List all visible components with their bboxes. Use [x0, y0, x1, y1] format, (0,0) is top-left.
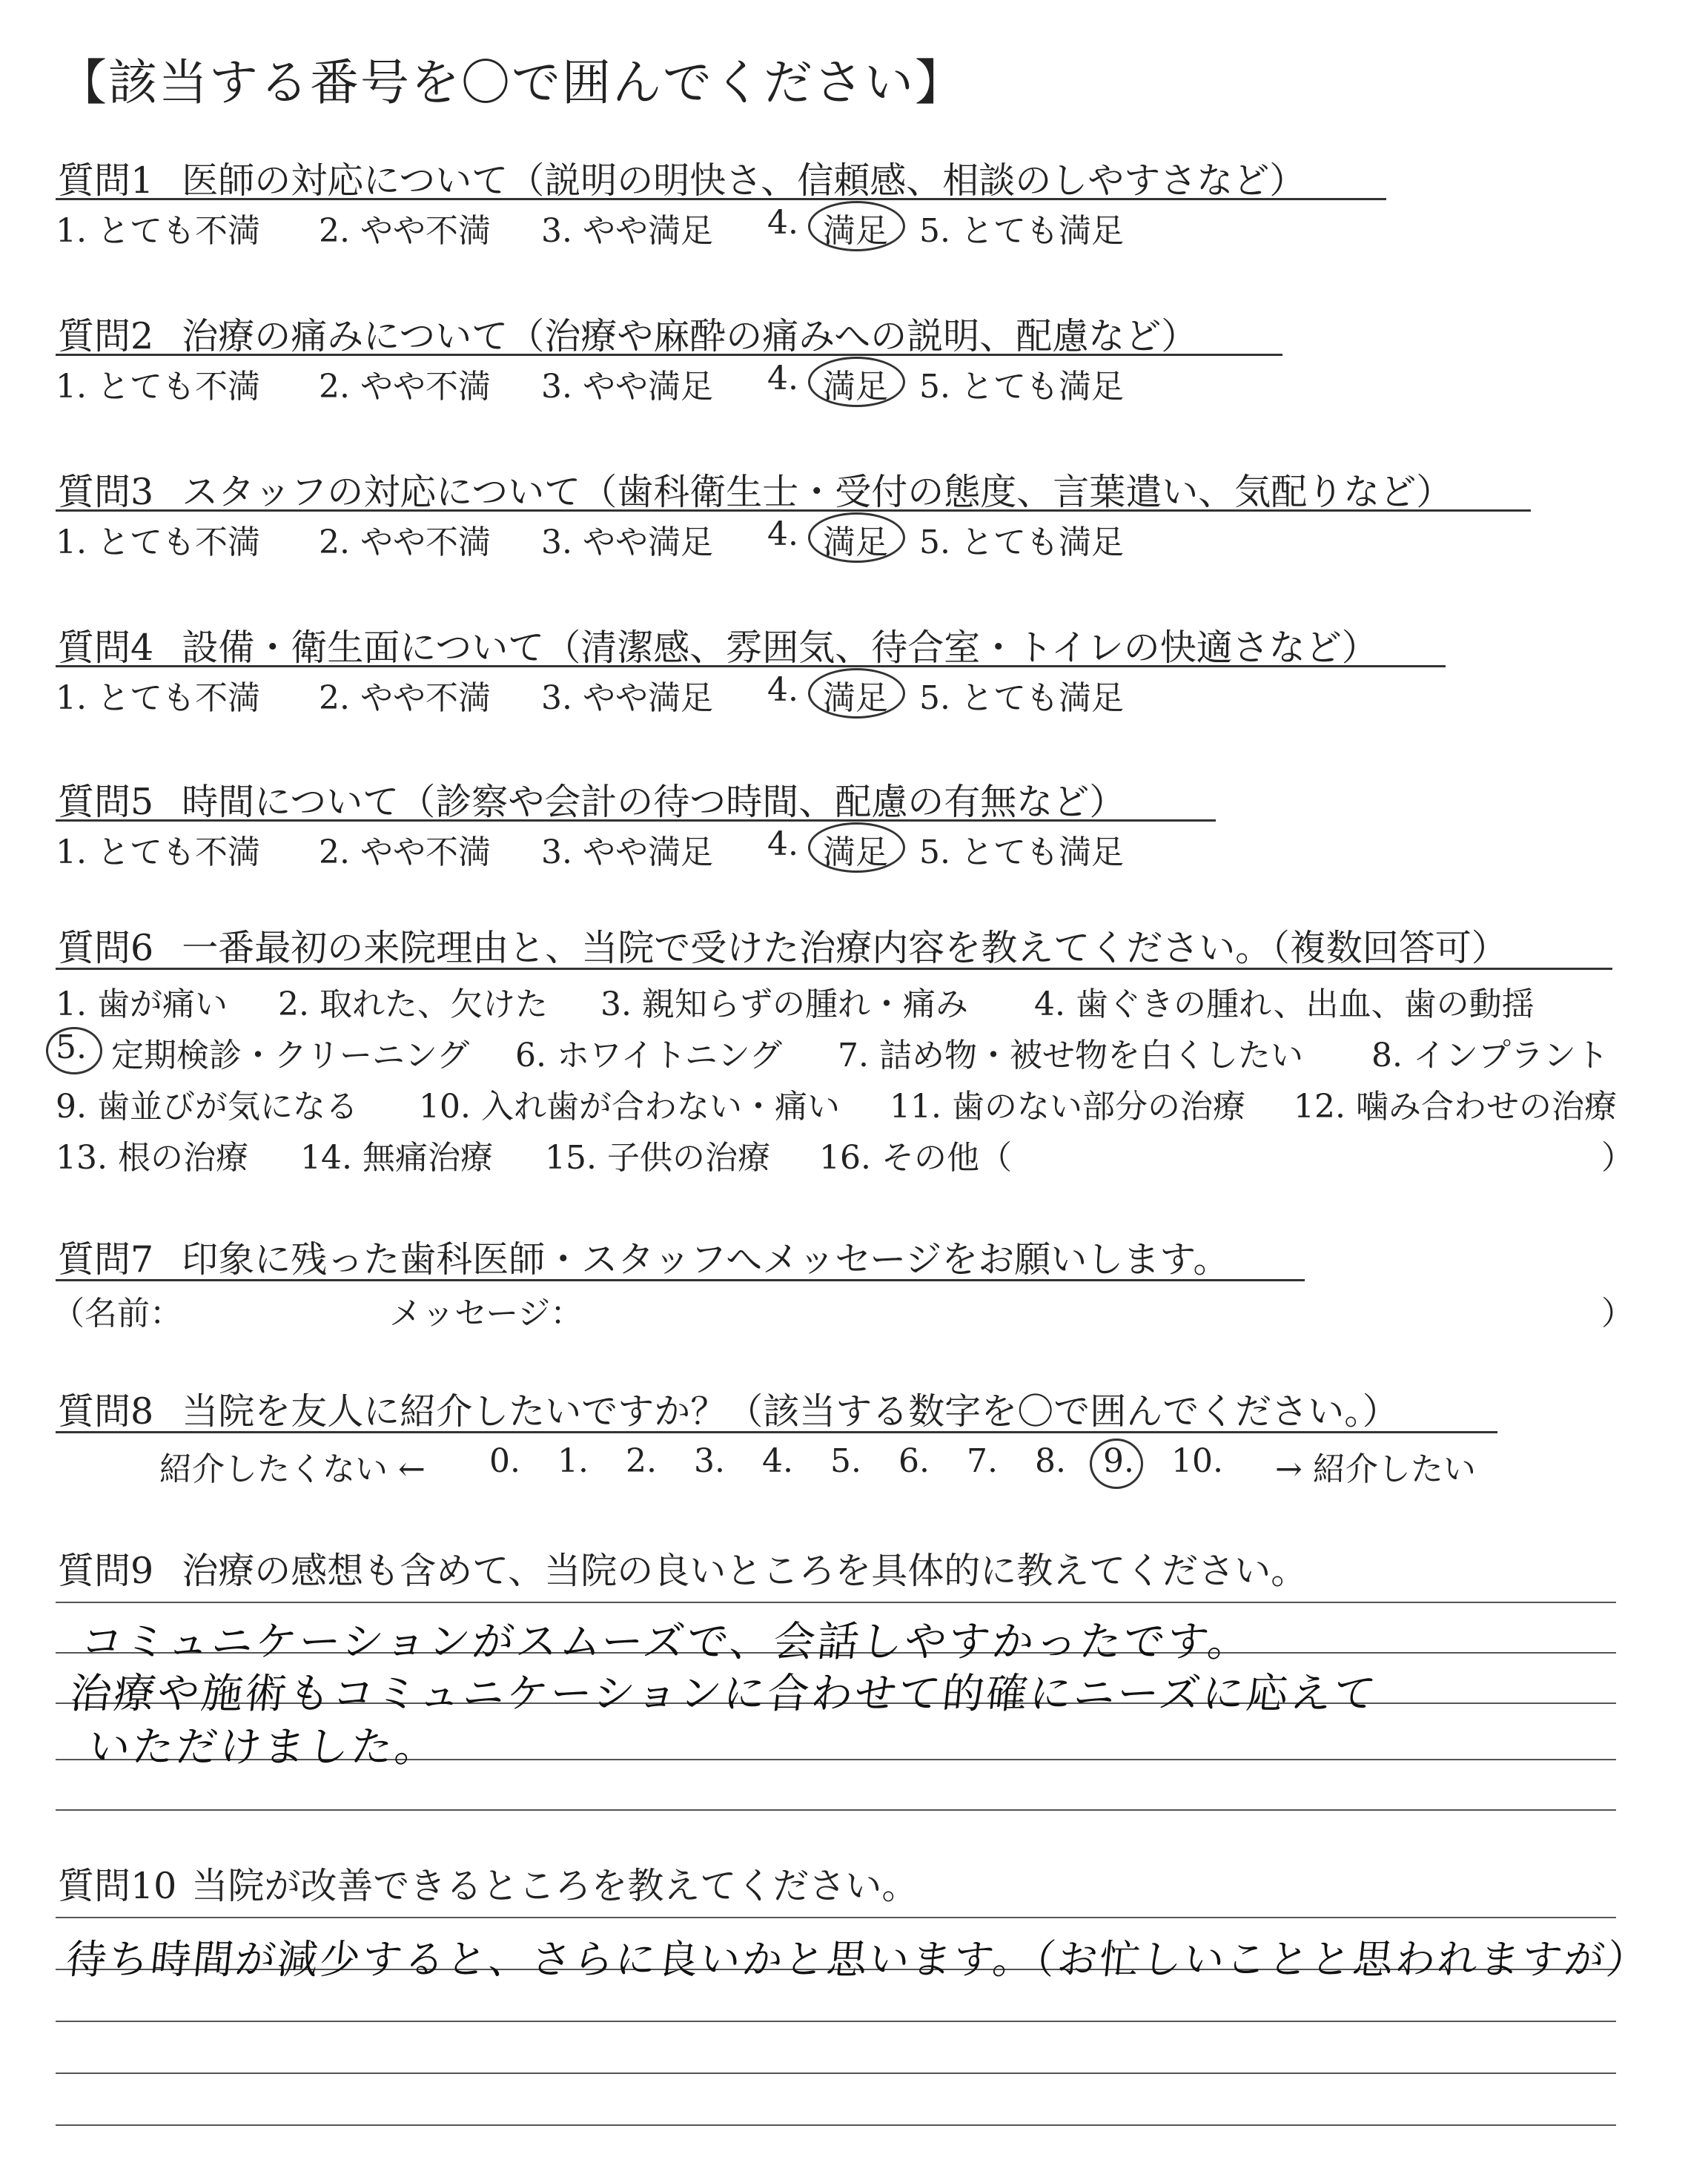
q8-underline — [56, 1431, 1497, 1433]
q6-option-3[interactable]: 3. 親知らずの腫れ・痛み — [600, 985, 968, 1023]
q5-option-5[interactable]: 満足 — [823, 833, 888, 871]
q9-answer-line-3: いただけました。 — [86, 1723, 441, 1771]
q6-option-6[interactable]: 6. ホワイトニング — [515, 1037, 783, 1074]
q10-answer-line-1: 待ち時間が減少すると、さらに良いかと思います。（お忙しいことと思われますが） — [64, 1936, 1652, 1983]
q6-selection-circle — [46, 1027, 102, 1074]
q4-text: 設備・衛生面について（清潔感、雰囲気、待合室・トイレの快適さなど） — [182, 627, 1378, 669]
q6-other-close: ） — [1601, 1139, 1634, 1177]
q7-heading — [58, 1231, 1229, 1283]
q6-label: 質問6 — [58, 927, 154, 969]
q1-text: 医師の対応について（説明の明快さ、信頼感、相談のしやすさなど） — [182, 159, 1306, 202]
q6-option-13[interactable]: 13. 根の治療 — [56, 1139, 248, 1177]
q6-option-10[interactable]: 10. 入れ歯が合わない・痛い — [419, 1088, 840, 1126]
q8-scale-7[interactable]: 7. — [967, 1442, 998, 1480]
q3-option-6[interactable]: 5. とても満足 — [919, 524, 1124, 561]
q10-line-4 — [56, 2073, 1616, 2074]
q2-option-5[interactable]: 満足 — [823, 368, 888, 406]
q8-scale-2[interactable]: 2. — [626, 1442, 657, 1480]
q2-option-2[interactable]: 2. やや不満 — [319, 368, 491, 406]
q7-name-label: （名前： — [52, 1295, 182, 1332]
q3-option-1[interactable]: 1. とても不満 — [56, 524, 260, 561]
q5-selection-circle — [808, 822, 905, 873]
q2-text: 治療の痛みについて（治療や麻酔の痛みへの説明、配慮など） — [182, 315, 1198, 357]
q4-option-1[interactable]: 1. とても不満 — [56, 679, 260, 717]
q5-label: 質問5 — [58, 781, 154, 823]
q10-line-5 — [56, 2124, 1616, 2126]
q1-option-4[interactable]: 4. — [767, 204, 798, 242]
q8-left-label: 紹介したくない ← — [159, 1450, 426, 1488]
q6-option-11[interactable]: 11. 歯のない部分の治療 — [890, 1088, 1245, 1126]
q7-label: 質問7 — [58, 1238, 154, 1281]
q6-text: 一番最初の来院理由と、当院で受けた治療内容を教えてください。（複数回答可） — [182, 927, 1508, 969]
q4-selection-circle — [808, 668, 905, 719]
q6-option-5-number[interactable]: 5. — [56, 1028, 87, 1066]
q3-option-5[interactable]: 満足 — [823, 524, 888, 561]
q5-text: 時間について（診察や会計の待つ時間、配慮の有無など） — [182, 781, 1126, 823]
q9-line-5 — [56, 1809, 1616, 1811]
q2-heading — [58, 308, 1197, 360]
q6-option-7[interactable]: 7. 詰め物・被せ物を白くしたい — [838, 1037, 1303, 1074]
q8-scale-5[interactable]: 5. — [830, 1442, 861, 1480]
q7-close: ） — [1601, 1295, 1634, 1332]
q4-heading — [58, 619, 1378, 671]
q8-scale-1[interactable]: 1. — [557, 1442, 589, 1480]
q9-answer-line-1: コミュニケーションがスムーズで、会話しやすかったです。 — [79, 1618, 1254, 1666]
q1-option-1[interactable]: 1. とても不満 — [56, 212, 260, 250]
q2-option-4[interactable]: 4. — [767, 360, 798, 397]
q2-underline — [56, 354, 1282, 356]
q8-text: 当院を友人に紹介したいですか？（該当する数字を〇で囲んでください。） — [182, 1390, 1399, 1433]
q1-option-5[interactable]: 満足 — [823, 212, 888, 250]
q9-label: 質問9 — [58, 1550, 154, 1592]
q2-option-6[interactable]: 5. とても満足 — [919, 368, 1124, 406]
q8-heading — [58, 1383, 1399, 1435]
q3-label: 質問3 — [58, 471, 154, 513]
q4-option-5[interactable]: 満足 — [823, 679, 888, 717]
q5-option-4[interactable]: 4. — [767, 825, 798, 863]
q2-label: 質問2 — [58, 315, 154, 357]
q1-heading — [58, 152, 1305, 204]
q8-scale-0[interactable]: 0. — [489, 1442, 520, 1480]
q1-label: 質問1 — [58, 159, 154, 202]
q10-line-3 — [56, 2021, 1616, 2022]
q6-option-12[interactable]: 12. 噛み合わせの治療 — [1294, 1088, 1617, 1126]
q6-option-5[interactable]: 定期検診・クリーニング — [111, 1037, 470, 1074]
q9-text: 治療の感想も含めて、当院の良いところを具体的に教えてください。 — [182, 1550, 1308, 1592]
q1-option-3[interactable]: 3. やや満足 — [541, 212, 713, 250]
q1-option-2[interactable]: 2. やや不満 — [319, 212, 491, 250]
q1-underline — [56, 198, 1386, 200]
q3-option-4[interactable]: 4. — [767, 515, 798, 553]
q5-option-3[interactable]: 3. やや満足 — [541, 833, 713, 871]
q10-heading — [58, 1857, 918, 1909]
q6-option-9[interactable]: 9. 歯並びが気になる — [56, 1088, 358, 1126]
q8-scale-3[interactable]: 3. — [694, 1442, 725, 1480]
q5-option-6[interactable]: 5. とても満足 — [919, 833, 1124, 871]
q8-selection-circle — [1090, 1439, 1143, 1489]
q8-right-label: → 紹介したい — [1275, 1450, 1476, 1488]
q6-option-14[interactable]: 14. 無痛治療 — [300, 1139, 493, 1177]
page-title: 【該当する番号を〇で囲んでください】 — [58, 54, 965, 111]
q2-option-3[interactable]: 3. やや満足 — [541, 368, 713, 406]
q9-answer-line-2: 治療や施術もコミュニケーションに合わせて的確にニーズに応えて — [67, 1670, 1380, 1718]
q9-heading — [58, 1542, 1307, 1594]
q6-option-4[interactable]: 4. 歯ぐきの腫れ、出血、歯の動揺 — [1034, 985, 1535, 1023]
q6-option-2[interactable]: 2. 取れた、欠けた — [278, 985, 548, 1023]
q7-message-label: メッセージ： — [389, 1295, 583, 1332]
q3-option-3[interactable]: 3. やや満足 — [541, 524, 713, 561]
q6-option-15[interactable]: 15. 子供の治療 — [545, 1139, 770, 1177]
q8-scale-6[interactable]: 6. — [898, 1442, 930, 1480]
q7-text: 印象に残った歯科医師・スタッフへメッセージをお願いします。 — [182, 1238, 1230, 1281]
q5-heading — [58, 773, 1125, 825]
q6-underline — [56, 968, 1612, 970]
q2-option-1[interactable]: 1. とても不満 — [56, 368, 260, 406]
q4-option-2[interactable]: 2. やや不満 — [319, 679, 491, 717]
q8-scale-8[interactable]: 8. — [1035, 1442, 1066, 1480]
q8-scale-4[interactable]: 4. — [762, 1442, 793, 1480]
q9-line-1 — [56, 1602, 1616, 1603]
q3-selection-circle — [808, 512, 905, 563]
q4-underline — [56, 665, 1446, 667]
q3-option-2[interactable]: 2. やや不満 — [319, 524, 491, 561]
q2-selection-circle — [808, 357, 905, 407]
q10-label: 質問10 — [58, 1865, 177, 1907]
q4-label: 質問4 — [58, 627, 154, 669]
q8-scale-10[interactable]: 10. — [1171, 1442, 1223, 1480]
q6-option-8[interactable]: 8. インプラント — [1371, 1037, 1609, 1074]
q5-option-2[interactable]: 2. やや不満 — [319, 833, 491, 871]
q8-scale-9[interactable]: 9. — [1103, 1442, 1134, 1480]
q3-underline — [56, 509, 1531, 512]
q4-option-4[interactable]: 4. — [767, 671, 798, 709]
q5-underline — [56, 819, 1216, 822]
q4-option-6[interactable]: 5. とても満足 — [919, 679, 1124, 717]
q6-heading — [58, 919, 1508, 971]
q6-option-16[interactable]: 16. その他（ — [819, 1139, 1012, 1177]
q5-option-1[interactable]: 1. とても不満 — [56, 833, 260, 871]
q1-option-6[interactable]: 5. とても満足 — [919, 212, 1124, 250]
q8-label: 質問8 — [58, 1390, 154, 1433]
q3-heading — [58, 463, 1452, 515]
q10-text: 当院が改善できるところを教えてください。 — [191, 1865, 918, 1907]
q1-selection-circle — [808, 201, 905, 251]
q4-option-3[interactable]: 3. やや満足 — [541, 679, 713, 717]
q6-option-1[interactable]: 1. 歯が痛い — [56, 985, 228, 1023]
q10-line-1 — [56, 1917, 1616, 1918]
q3-text: スタッフの対応について（歯科衛生士・受付の態度、言葉遣い、気配りなど） — [182, 471, 1453, 513]
q7-underline — [56, 1279, 1305, 1281]
